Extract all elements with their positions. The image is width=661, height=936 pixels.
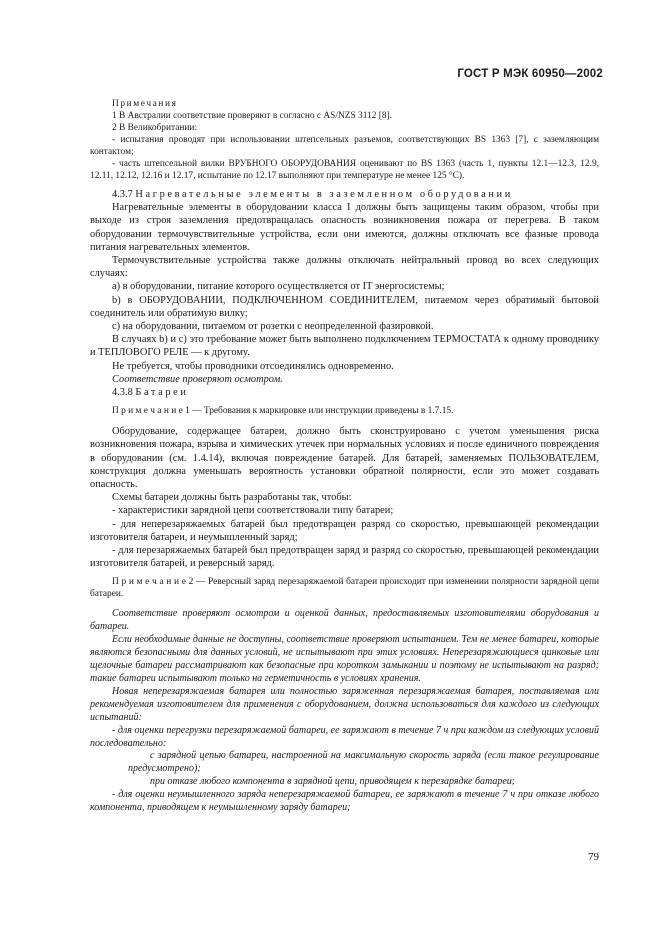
list-item: a) в оборудовании, питание которого осуществляется от IT энергосистемы; xyxy=(112,281,445,293)
list-item: - для неперезаряжаемых батарей был предотвращен разряд со скоростью, превышающей рекомендации изготовителя батареи, и неумышленный заряд; xyxy=(90,518,599,543)
notes-block xyxy=(90,98,599,182)
italic-paragraph: Новая неперезаряжаемая батарея или полностью заряженная перезаряжаемая батарея, поставляемая или рекомендуемая изготовителем для применения с оборудованием, должна использоваться для каждого из следующих испытаний: xyxy=(90,685,599,723)
paragraph: Не требуется, чтобы проводники отсоединялись одновременно. xyxy=(112,360,394,372)
section-title: Нагревательные элементы в заземленном оборудовании xyxy=(135,189,513,200)
page-number: 79 xyxy=(588,851,599,863)
list-item: b) в ОБОРУДОВАНИИ, ПОДКЛЮЧЕННОМ СОЕДИНИТЕЛЕМ, питаемом через обратимый бытовой соединитель или обратимую вилку; xyxy=(90,294,599,319)
notes-title: Примечания xyxy=(112,99,178,109)
note-item: 1 В Австралии соответствие проверяют в согласно с AS/NZS 3112 [8]. xyxy=(112,111,393,121)
list-item: - для перезаряжаемых батарей был предотвращен заряд и разряд со скоростью, превышающей рекомендации изготовителя батарей, и реверсный заряд. xyxy=(90,545,599,570)
paragraph: Нагревательные элементы в оборудовании класса I должны быть защищены таким образом, чтобы при выходе из строя заземления предотвращалась опасность возникновения пожара от перегрева. В таком оборудовании термочувствительные устройства, если они имеются, должны отключать все фазные провода питания нагревательных элементов. xyxy=(90,202,599,253)
italic-paragraph: - для оценки перегрузки перезаряжаемой батареи, ее заряжают в течение 7 ч при каждом из следующих условий последовательно: xyxy=(90,724,599,749)
page-body xyxy=(90,98,599,815)
note-1: П р и м е ч а н и е 1 — Требования к маркировке или инструкции приведены в 1.7.15. xyxy=(112,406,454,417)
paragraph: Термочувствительные устройства также должны отключать нейтральный провод во всех следующих случаях: xyxy=(90,255,599,280)
list-item: - характеристики зарядной цепи соответствовали типу батареи; xyxy=(112,505,394,517)
paragraph: Схемы батареи должны быть разработаны так, чтобы: xyxy=(112,492,352,504)
italic-paragraph: Если необходимые данные не доступны, соответствие проверяют испытанием. Тем не менее батареи, которые являются безопасными для данных условий, не испытывают при этих условиях. Неперезаряжающиеся цинковые или щелочные батареи рассматривают как безопасные при коротком замыкании и поэтому не испытывают на разряд; такие батареи испытывают только на герметичность в условиях хранения. xyxy=(90,634,599,685)
note-2: П р и м е ч а н и е 2 — Реверсный заряд перезаряжаемой батареи происходит при изменении полярности зарядной цепи батареи. xyxy=(90,577,599,600)
section-number: 4.3.7 xyxy=(112,189,133,200)
paragraph: Оборудование, содержащее батареи, должно быть сконструировано с учетом уменьшения риска возникновения пожара, взрыва и химических утечек при нормальных условиях и после единичного повреждения в оборудовании (см. 1.4.14), включая повреждение батарей. Для батарей, заменяемых ПОЛЬЗОВАТЕЛЕМ, конструкция должна уменьшать вероятность установки обратной полярности, если это может создавать опасность. xyxy=(90,426,599,491)
section-heading-437 xyxy=(90,188,599,201)
section-title: Батареи xyxy=(135,387,189,399)
italic-paragraph: Соответствие проверяют осмотром и оценкой данных, предоставляемых изготовителями оборудования и батареи. xyxy=(90,608,599,633)
paragraph: В случаях b) и c) это требование может быть выполнено подключением ТЕРМОСТАТА к одному проводнику и ТЕПЛОВОГО РЕЛЕ — к другому. xyxy=(90,334,599,359)
list-item: c) на оборудовании, питаемом от розетки с неопределенной фазировкой. xyxy=(112,321,434,333)
section-number: 4.3.8 xyxy=(112,387,133,399)
italic-subitem: при отказе любого компонента в зарядной цепи, приводящем к перезарядке батареи; xyxy=(150,776,516,788)
italic-paragraph: - для оценки неумышленного заряда неперезаряжаемой батареи, ее заряжают в течение 7 ч при отказе любого компонента, приводящем к неумышленному заряду батареи; xyxy=(90,789,599,814)
section-heading-438 xyxy=(90,386,599,399)
italic-subitem: с зарядной цепью батареи, настроенной на максимальную скорость заряда (если такое регулирование предусмотрено); xyxy=(128,750,599,775)
compliance-block xyxy=(90,608,599,815)
document-code-header: ГОСТ Р МЭК 60950—2002 xyxy=(457,68,603,80)
note-item: 2 В Великобритании: xyxy=(112,123,198,133)
note-item: - испытания проводят при использовании штепсельных разъемов, соответствующих BS 1363 [7], с заземляющим контактом; xyxy=(90,135,599,157)
note-item: - часть штепсельной вилки ВРУБНОГО ОБОРУДОВАНИЯ оценивают по BS 1363 (часть 1, пункты 12.1—12.3, 12.9, 12.11, 12.12, 12.16 и 12.17, испытание по 12.17 выполняют при температуре не менее 125 °С). xyxy=(90,159,599,181)
compliance-statement: Соответствие проверяют осмотром. xyxy=(112,373,283,385)
